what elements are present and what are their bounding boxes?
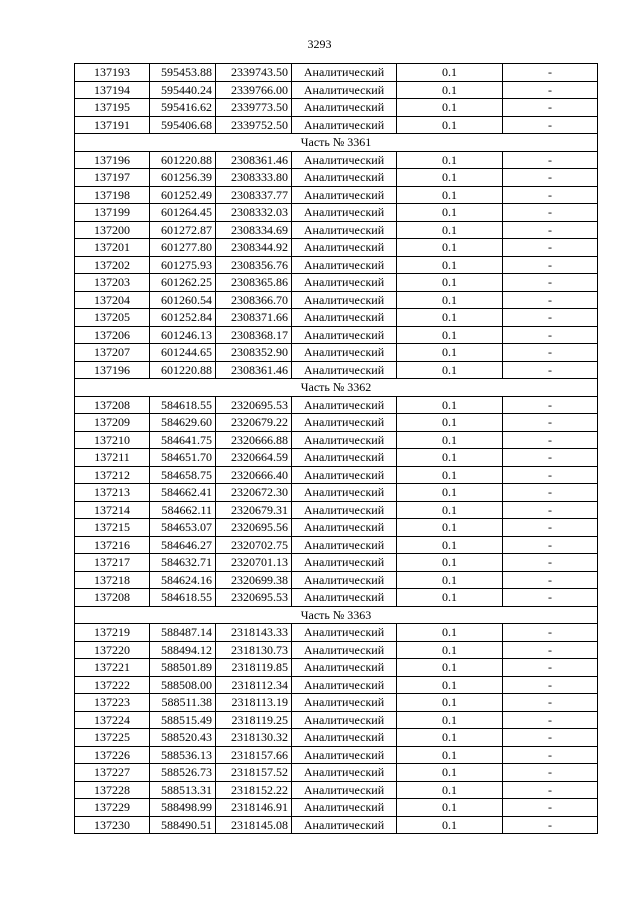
description-cell: - xyxy=(503,466,598,484)
x-coordinate-cell: 584618.55 xyxy=(150,589,216,607)
accuracy-cell: 0.1 xyxy=(397,326,503,344)
description-cell: - xyxy=(503,746,598,764)
x-coordinate-cell: 584624.16 xyxy=(150,571,216,589)
x-coordinate-cell: 584658.75 xyxy=(150,466,216,484)
x-coordinate-cell: 601220.88 xyxy=(150,151,216,169)
y-coordinate-cell: 2308361.46 xyxy=(216,151,292,169)
section-header-row xyxy=(75,134,598,152)
y-coordinate-cell: 2339752.50 xyxy=(216,116,292,134)
description-cell: - xyxy=(503,151,598,169)
table-row xyxy=(75,64,598,82)
method-cell: Аналитический xyxy=(292,81,397,99)
description-cell: - xyxy=(503,484,598,502)
x-coordinate-cell: 588494.12 xyxy=(150,641,216,659)
x-coordinate-cell: 601272.87 xyxy=(150,221,216,239)
table-row xyxy=(75,151,598,169)
section-header-row xyxy=(75,606,598,624)
point-number-cell: 137199 xyxy=(75,204,150,222)
x-coordinate-cell: 588513.31 xyxy=(150,781,216,799)
method-cell: Аналитический xyxy=(292,781,397,799)
table-row xyxy=(75,396,598,414)
method-cell: Аналитический xyxy=(292,764,397,782)
description-cell: - xyxy=(503,99,598,117)
table-row xyxy=(75,291,598,309)
y-coordinate-cell: 2318119.85 xyxy=(216,659,292,677)
table-row xyxy=(75,326,598,344)
point-number-cell: 137219 xyxy=(75,624,150,642)
y-coordinate-cell: 2318157.52 xyxy=(216,764,292,782)
table-row xyxy=(75,221,598,239)
accuracy-cell: 0.1 xyxy=(397,64,503,82)
section-title: Часть № 3361 xyxy=(75,134,598,152)
point-number-cell: 137208 xyxy=(75,589,150,607)
description-cell: - xyxy=(503,431,598,449)
point-number-cell: 137209 xyxy=(75,414,150,432)
method-cell: Аналитический xyxy=(292,799,397,817)
accuracy-cell: 0.1 xyxy=(397,431,503,449)
method-cell: Аналитический xyxy=(292,711,397,729)
y-coordinate-cell: 2318112.34 xyxy=(216,676,292,694)
point-number-cell: 137221 xyxy=(75,659,150,677)
accuracy-cell: 0.1 xyxy=(397,501,503,519)
point-number-cell: 137224 xyxy=(75,711,150,729)
accuracy-cell: 0.1 xyxy=(397,711,503,729)
y-coordinate-cell: 2318152.22 xyxy=(216,781,292,799)
accuracy-cell: 0.1 xyxy=(397,589,503,607)
x-coordinate-cell: 584662.11 xyxy=(150,501,216,519)
x-coordinate-cell: 588526.73 xyxy=(150,764,216,782)
method-cell: Аналитический xyxy=(292,326,397,344)
table-row xyxy=(75,344,598,362)
description-cell: - xyxy=(503,676,598,694)
accuracy-cell: 0.1 xyxy=(397,239,503,257)
description-cell: - xyxy=(503,291,598,309)
y-coordinate-cell: 2308368.17 xyxy=(216,326,292,344)
table-row xyxy=(75,764,598,782)
x-coordinate-cell: 588487.14 xyxy=(150,624,216,642)
description-cell: - xyxy=(503,641,598,659)
y-coordinate-cell: 2318113.19 xyxy=(216,694,292,712)
point-number-cell: 137211 xyxy=(75,449,150,467)
section-title: Часть № 3363 xyxy=(75,606,598,624)
table-row xyxy=(75,484,598,502)
x-coordinate-cell: 601275.93 xyxy=(150,256,216,274)
description-cell: - xyxy=(503,221,598,239)
method-cell: Аналитический xyxy=(292,151,397,169)
method-cell: Аналитический xyxy=(292,344,397,362)
description-cell: - xyxy=(503,361,598,379)
x-coordinate-cell: 588498.99 xyxy=(150,799,216,817)
point-number-cell: 137227 xyxy=(75,764,150,782)
accuracy-cell: 0.1 xyxy=(397,466,503,484)
accuracy-cell: 0.1 xyxy=(397,781,503,799)
accuracy-cell: 0.1 xyxy=(397,624,503,642)
table-row xyxy=(75,781,598,799)
y-coordinate-cell: 2318146.91 xyxy=(216,799,292,817)
method-cell: Аналитический xyxy=(292,589,397,607)
point-number-cell: 137229 xyxy=(75,799,150,817)
method-cell: Аналитический xyxy=(292,64,397,82)
y-coordinate-cell: 2318119.25 xyxy=(216,711,292,729)
table-row xyxy=(75,274,598,292)
point-number-cell: 137223 xyxy=(75,694,150,712)
method-cell: Аналитический xyxy=(292,536,397,554)
method-cell: Аналитический xyxy=(292,519,397,537)
x-coordinate-cell: 588520.43 xyxy=(150,729,216,747)
x-coordinate-cell: 584629.60 xyxy=(150,414,216,432)
accuracy-cell: 0.1 xyxy=(397,519,503,537)
y-coordinate-cell: 2339743.50 xyxy=(216,64,292,82)
accuracy-cell: 0.1 xyxy=(397,151,503,169)
description-cell: - xyxy=(503,204,598,222)
y-coordinate-cell: 2308344.92 xyxy=(216,239,292,257)
table-row xyxy=(75,536,598,554)
x-coordinate-cell: 584646.27 xyxy=(150,536,216,554)
method-cell: Аналитический xyxy=(292,466,397,484)
y-coordinate-cell: 2308352.90 xyxy=(216,344,292,362)
y-coordinate-cell: 2339773.50 xyxy=(216,99,292,117)
table-row xyxy=(75,554,598,572)
method-cell: Аналитический xyxy=(292,221,397,239)
table-row xyxy=(75,186,598,204)
section-title: Часть № 3362 xyxy=(75,379,598,397)
table-row xyxy=(75,431,598,449)
point-number-cell: 137217 xyxy=(75,554,150,572)
description-cell: - xyxy=(503,396,598,414)
point-number-cell: 137213 xyxy=(75,484,150,502)
accuracy-cell: 0.1 xyxy=(397,256,503,274)
y-coordinate-cell: 2320695.56 xyxy=(216,519,292,537)
method-cell: Аналитический xyxy=(292,116,397,134)
y-coordinate-cell: 2318145.08 xyxy=(216,816,292,834)
table-row xyxy=(75,589,598,607)
method-cell: Аналитический xyxy=(292,291,397,309)
table-row xyxy=(75,99,598,117)
description-cell: - xyxy=(503,571,598,589)
point-number-cell: 137220 xyxy=(75,641,150,659)
point-number-cell: 137198 xyxy=(75,186,150,204)
point-number-cell: 137191 xyxy=(75,116,150,134)
table-row xyxy=(75,659,598,677)
description-cell: - xyxy=(503,589,598,607)
point-number-cell: 137193 xyxy=(75,64,150,82)
accuracy-cell: 0.1 xyxy=(397,169,503,187)
description-cell: - xyxy=(503,659,598,677)
point-number-cell: 137203 xyxy=(75,274,150,292)
point-number-cell: 137201 xyxy=(75,239,150,257)
point-number-cell: 137214 xyxy=(75,501,150,519)
table-row xyxy=(75,81,598,99)
method-cell: Аналитический xyxy=(292,204,397,222)
method-cell: Аналитический xyxy=(292,501,397,519)
description-cell: - xyxy=(503,536,598,554)
accuracy-cell: 0.1 xyxy=(397,554,503,572)
method-cell: Аналитический xyxy=(292,641,397,659)
y-coordinate-cell: 2308333.80 xyxy=(216,169,292,187)
description-cell: - xyxy=(503,344,598,362)
point-number-cell: 137225 xyxy=(75,729,150,747)
table-row xyxy=(75,746,598,764)
table-row xyxy=(75,729,598,747)
description-cell: - xyxy=(503,309,598,327)
accuracy-cell: 0.1 xyxy=(397,676,503,694)
accuracy-cell: 0.1 xyxy=(397,816,503,834)
accuracy-cell: 0.1 xyxy=(397,204,503,222)
method-cell: Аналитический xyxy=(292,169,397,187)
method-cell: Аналитический xyxy=(292,239,397,257)
x-coordinate-cell: 595416.62 xyxy=(150,99,216,117)
description-cell: - xyxy=(503,414,598,432)
description-cell: - xyxy=(503,781,598,799)
y-coordinate-cell: 2320679.22 xyxy=(216,414,292,432)
y-coordinate-cell: 2320695.53 xyxy=(216,396,292,414)
x-coordinate-cell: 588490.51 xyxy=(150,816,216,834)
x-coordinate-cell: 588536.13 xyxy=(150,746,216,764)
point-number-cell: 137210 xyxy=(75,431,150,449)
table-row xyxy=(75,519,598,537)
method-cell: Аналитический xyxy=(292,396,397,414)
description-cell: - xyxy=(503,64,598,82)
point-number-cell: 137200 xyxy=(75,221,150,239)
point-number-cell: 137196 xyxy=(75,361,150,379)
method-cell: Аналитический xyxy=(292,449,397,467)
x-coordinate-cell: 584641.75 xyxy=(150,431,216,449)
y-coordinate-cell: 2320679.31 xyxy=(216,501,292,519)
y-coordinate-cell: 2308371.66 xyxy=(216,309,292,327)
y-coordinate-cell: 2308337.77 xyxy=(216,186,292,204)
method-cell: Аналитический xyxy=(292,659,397,677)
y-coordinate-cell: 2320695.53 xyxy=(216,589,292,607)
point-number-cell: 137205 xyxy=(75,309,150,327)
point-number-cell: 137215 xyxy=(75,519,150,537)
description-cell: - xyxy=(503,694,598,712)
description-cell: - xyxy=(503,116,598,134)
y-coordinate-cell: 2308334.69 xyxy=(216,221,292,239)
table-row xyxy=(75,501,598,519)
accuracy-cell: 0.1 xyxy=(397,414,503,432)
point-number-cell: 137206 xyxy=(75,326,150,344)
accuracy-cell: 0.1 xyxy=(397,274,503,292)
method-cell: Аналитический xyxy=(292,309,397,327)
accuracy-cell: 0.1 xyxy=(397,694,503,712)
point-number-cell: 137195 xyxy=(75,99,150,117)
y-coordinate-cell: 2318130.32 xyxy=(216,729,292,747)
table-row xyxy=(75,414,598,432)
accuracy-cell: 0.1 xyxy=(397,449,503,467)
table-row xyxy=(75,676,598,694)
accuracy-cell: 0.1 xyxy=(397,116,503,134)
method-cell: Аналитический xyxy=(292,729,397,747)
method-cell: Аналитический xyxy=(292,414,397,432)
y-coordinate-cell: 2318143.33 xyxy=(216,624,292,642)
page-number: 3293 xyxy=(307,37,332,51)
x-coordinate-cell: 584632.71 xyxy=(150,554,216,572)
x-coordinate-cell: 601220.88 xyxy=(150,361,216,379)
method-cell: Аналитический xyxy=(292,694,397,712)
table-row xyxy=(75,204,598,222)
x-coordinate-cell: 588501.89 xyxy=(150,659,216,677)
point-number-cell: 137196 xyxy=(75,151,150,169)
y-coordinate-cell: 2318130.73 xyxy=(216,641,292,659)
x-coordinate-cell: 584651.70 xyxy=(150,449,216,467)
table-row xyxy=(75,799,598,817)
method-cell: Аналитический xyxy=(292,431,397,449)
method-cell: Аналитический xyxy=(292,186,397,204)
point-number-cell: 137207 xyxy=(75,344,150,362)
x-coordinate-cell: 588515.49 xyxy=(150,711,216,729)
accuracy-cell: 0.1 xyxy=(397,396,503,414)
accuracy-cell: 0.1 xyxy=(397,81,503,99)
point-number-cell: 137226 xyxy=(75,746,150,764)
table-row xyxy=(75,116,598,134)
table-row xyxy=(75,711,598,729)
accuracy-cell: 0.1 xyxy=(397,344,503,362)
x-coordinate-cell: 595406.68 xyxy=(150,116,216,134)
y-coordinate-cell: 2320666.88 xyxy=(216,431,292,449)
method-cell: Аналитический xyxy=(292,746,397,764)
point-number-cell: 137212 xyxy=(75,466,150,484)
x-coordinate-cell: 601277.80 xyxy=(150,239,216,257)
table-row xyxy=(75,571,598,589)
method-cell: Аналитический xyxy=(292,274,397,292)
coordinates-table xyxy=(74,63,598,834)
description-cell: - xyxy=(503,239,598,257)
x-coordinate-cell: 588511.38 xyxy=(150,694,216,712)
method-cell: Аналитический xyxy=(292,816,397,834)
x-coordinate-cell: 595440.24 xyxy=(150,81,216,99)
description-cell: - xyxy=(503,501,598,519)
accuracy-cell: 0.1 xyxy=(397,764,503,782)
y-coordinate-cell: 2308332.03 xyxy=(216,204,292,222)
point-number-cell: 137204 xyxy=(75,291,150,309)
x-coordinate-cell: 601246.13 xyxy=(150,326,216,344)
y-coordinate-cell: 2308366.70 xyxy=(216,291,292,309)
accuracy-cell: 0.1 xyxy=(397,186,503,204)
table-row xyxy=(75,694,598,712)
point-number-cell: 137202 xyxy=(75,256,150,274)
method-cell: Аналитический xyxy=(292,676,397,694)
accuracy-cell: 0.1 xyxy=(397,571,503,589)
x-coordinate-cell: 601256.39 xyxy=(150,169,216,187)
description-cell: - xyxy=(503,624,598,642)
coordinates-table-body xyxy=(75,64,598,834)
description-cell: - xyxy=(503,256,598,274)
point-number-cell: 137194 xyxy=(75,81,150,99)
point-number-cell: 137208 xyxy=(75,396,150,414)
description-cell: - xyxy=(503,729,598,747)
y-coordinate-cell: 2320672.30 xyxy=(216,484,292,502)
x-coordinate-cell: 595453.88 xyxy=(150,64,216,82)
method-cell: Аналитический xyxy=(292,361,397,379)
table-row xyxy=(75,256,598,274)
accuracy-cell: 0.1 xyxy=(397,641,503,659)
accuracy-cell: 0.1 xyxy=(397,799,503,817)
accuracy-cell: 0.1 xyxy=(397,746,503,764)
description-cell: - xyxy=(503,274,598,292)
y-coordinate-cell: 2339766.00 xyxy=(216,81,292,99)
method-cell: Аналитический xyxy=(292,571,397,589)
table-row xyxy=(75,449,598,467)
x-coordinate-cell: 601252.49 xyxy=(150,186,216,204)
y-coordinate-cell: 2308365.86 xyxy=(216,274,292,292)
table-row xyxy=(75,641,598,659)
x-coordinate-cell: 601264.45 xyxy=(150,204,216,222)
x-coordinate-cell: 584662.41 xyxy=(150,484,216,502)
method-cell: Аналитический xyxy=(292,484,397,502)
point-number-cell: 137230 xyxy=(75,816,150,834)
accuracy-cell: 0.1 xyxy=(397,99,503,117)
table-row xyxy=(75,466,598,484)
x-coordinate-cell: 601260.54 xyxy=(150,291,216,309)
description-cell: - xyxy=(503,711,598,729)
method-cell: Аналитический xyxy=(292,624,397,642)
accuracy-cell: 0.1 xyxy=(397,221,503,239)
x-coordinate-cell: 601244.65 xyxy=(150,344,216,362)
y-coordinate-cell: 2320702.75 xyxy=(216,536,292,554)
point-number-cell: 137222 xyxy=(75,676,150,694)
table-row xyxy=(75,169,598,187)
description-cell: - xyxy=(503,169,598,187)
table-row xyxy=(75,624,598,642)
point-number-cell: 137216 xyxy=(75,536,150,554)
accuracy-cell: 0.1 xyxy=(397,361,503,379)
method-cell: Аналитический xyxy=(292,256,397,274)
y-coordinate-cell: 2320664.59 xyxy=(216,449,292,467)
description-cell: - xyxy=(503,326,598,344)
y-coordinate-cell: 2320699.38 xyxy=(216,571,292,589)
description-cell: - xyxy=(503,81,598,99)
accuracy-cell: 0.1 xyxy=(397,484,503,502)
description-cell: - xyxy=(503,764,598,782)
point-number-cell: 137197 xyxy=(75,169,150,187)
description-cell: - xyxy=(503,816,598,834)
accuracy-cell: 0.1 xyxy=(397,291,503,309)
description-cell: - xyxy=(503,554,598,572)
table-row xyxy=(75,361,598,379)
description-cell: - xyxy=(503,519,598,537)
section-header-row xyxy=(75,379,598,397)
x-coordinate-cell: 584653.07 xyxy=(150,519,216,537)
point-number-cell: 137218 xyxy=(75,571,150,589)
y-coordinate-cell: 2308356.76 xyxy=(216,256,292,274)
table-row xyxy=(75,816,598,834)
description-cell: - xyxy=(503,186,598,204)
table-row xyxy=(75,239,598,257)
y-coordinate-cell: 2318157.66 xyxy=(216,746,292,764)
description-cell: - xyxy=(503,799,598,817)
y-coordinate-cell: 2320701.13 xyxy=(216,554,292,572)
accuracy-cell: 0.1 xyxy=(397,659,503,677)
table-row xyxy=(75,309,598,327)
method-cell: Аналитический xyxy=(292,554,397,572)
accuracy-cell: 0.1 xyxy=(397,729,503,747)
x-coordinate-cell: 601262.25 xyxy=(150,274,216,292)
description-cell: - xyxy=(503,449,598,467)
y-coordinate-cell: 2320666.40 xyxy=(216,466,292,484)
y-coordinate-cell: 2308361.46 xyxy=(216,361,292,379)
method-cell: Аналитический xyxy=(292,99,397,117)
accuracy-cell: 0.1 xyxy=(397,536,503,554)
accuracy-cell: 0.1 xyxy=(397,309,503,327)
x-coordinate-cell: 601252.84 xyxy=(150,309,216,327)
point-number-cell: 137228 xyxy=(75,781,150,799)
x-coordinate-cell: 588508.00 xyxy=(150,676,216,694)
x-coordinate-cell: 584618.55 xyxy=(150,396,216,414)
